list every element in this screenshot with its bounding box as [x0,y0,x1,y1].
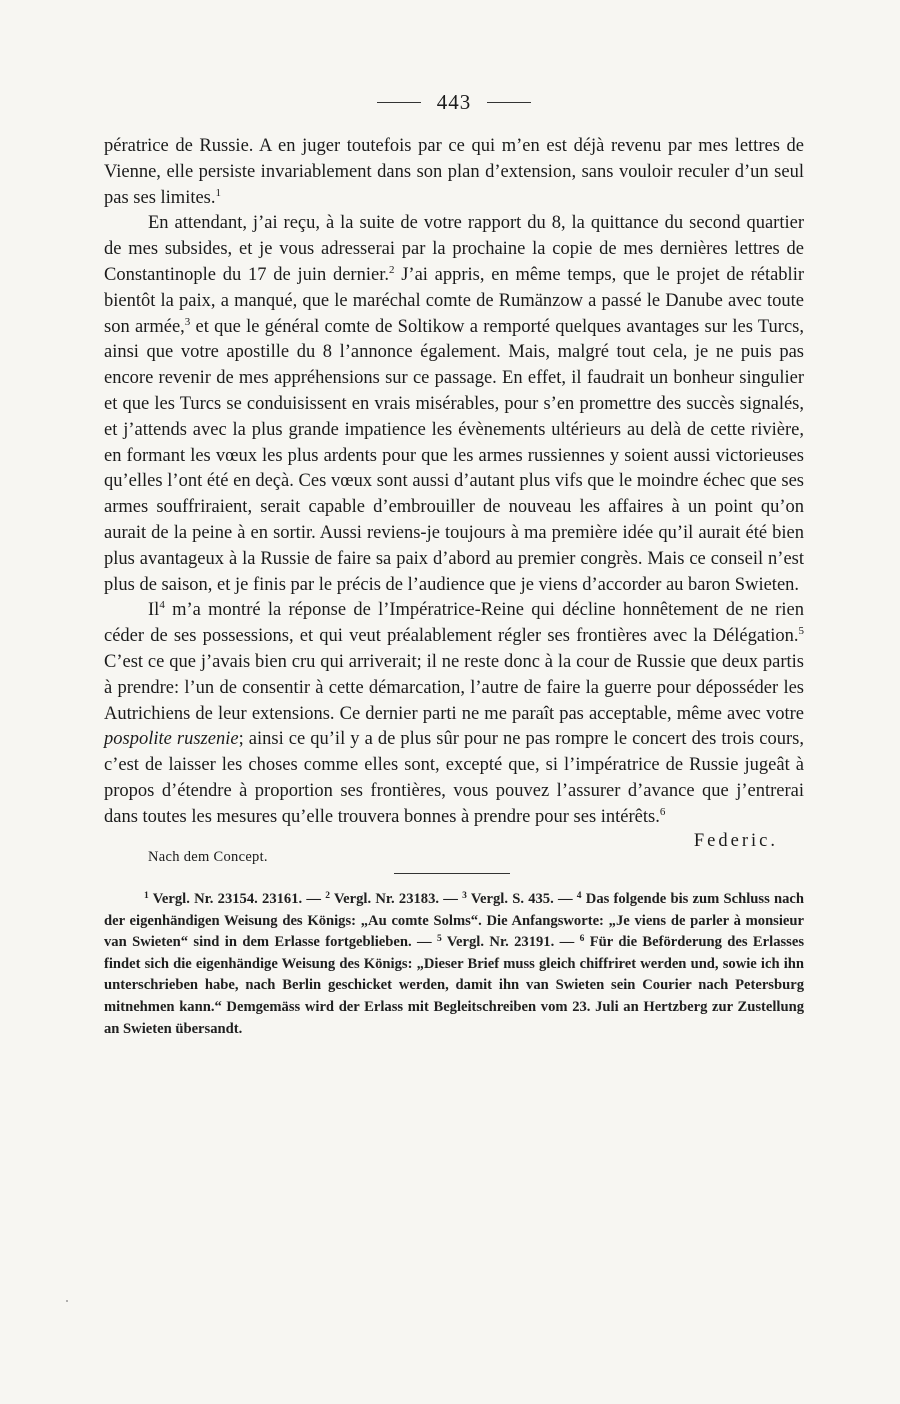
footnotes [104,889,804,1040]
paragraph-1 [104,134,804,211]
margin-speck [66,1300,68,1302]
signature: Federic. [693,830,778,851]
footnote-marker: 2 [388,263,395,276]
text-run: Vergl. Nr. 23191. — [441,934,580,951]
footnote-marker: 3 [462,891,467,901]
footnote-marker: 6 [659,805,666,818]
paragraph-3 [104,598,804,830]
footnote-marker: 2 [325,891,330,901]
header-dash-left [377,102,421,103]
footnote-separator [394,873,510,874]
text-run: Für die Beförderung des Erlasses findet sich die eigenhändige Weisung des Königs: „Dieser Brief muss gleich chiffriret werden und, sowie ich ihn unterschrieben habe, nach Berlin geschicket werden, damit ihn van Swieten sein Courier nach Petersburg mitnehmen kann.“ Demgemäss wird der Erlass mit Begleitschreiben vom 23. Juli an Hertzberg zur Zustellung an Swieten übersandt. [104,934,805,1037]
footnote-text [104,889,804,1040]
footnote-marker: 5 [436,934,442,945]
text-run: ; ainsi ce qu’il y a de plus sûr pour ne pas rompre le concert des trois cours, c’est de laisser les choses comme elles sont, excepté que, si l’impératrice de Russie jugeât à propos d’étendre à proportion ses frontières, vous pouvez l’assurer d’avance que j’entrerai dans toutes les mesures qu’elle trouvera bonnes à prendre pour ses intérêts. [104,729,804,827]
text-run: C’est ce que j’avais bien cru qui arriverait; il ne reste donc à la cour de Russie que deux partis à prendre: l’un de consentir à cette démarcation, l’autre de faire la guerre pour déposséder les Autrichiens de leur extensions. Ce dernier parti ne me paraît pas acceptable, même avec votre [104,651,804,724]
letter-body [104,134,804,865]
text-run: Vergl. S. 435. — [466,891,577,907]
footnote-marker: 1 [144,891,149,901]
text-run: et que le général comte de Soltikow a remporté quelques avantages sur les Turcs, ainsi que votre apostille du 8 l’annonce également. Mais, malgré tout cela, je ne puis pas encore revenir de mes appréhensions sur ce passage. En effet, il faudrait un bonheur singulier et que les Turcs se conduisissent en vrais misérables, pour s’en promettre des succès signalés, et j’attends avec la plus grande impatience les évènements ultérieurs au delà de cette rivière, en formant les vœux les plus ardents pour que les armes russiennes y soient aussi victorieuses qu’elles l’ont été en deçà. Ces vœux sont aussi d’autant plus vifs que le moindre échec que ses armes souffriraient, serait capable d’embrouiller de nouveau les affaires à un point qu’on aurait de la peine à en sortir. Aussi reviens-je toujours à ma première idée qu’il aurait été bien plus avantageux à la Russie de faire sa paix d’abord au premier congrès. Mais ce conseil n’est plus de saison, et je finis par le précis de l’audience que je viens d’accorder au baron Swieten. [104,316,804,595]
footnote-marker: 4 [159,599,165,612]
text-run: Vergl. Nr. 23154. 23161. — [148,891,326,907]
header-dash-right [487,102,531,103]
paragraph-2 [104,211,804,598]
signature-row [104,830,804,865]
text-run: J’ai appris, en même temps, que le projet de rétablir bientôt la paix, a manqué, que le maréchal comte de Rumänzow a passé le Danube avec toute son armée, [104,264,804,337]
page-number: 443 [436,90,472,114]
footnote-marker: 5 [798,625,804,638]
text-run: Das folgende bis zum Schluss nach der eigenhändigen Weisung des Königs: „Au comte Solms“. Die Anfangsworte: „Je viens de parler à monsieur van Swieten“ sind in dem Erlasse fortgeblieben. — [104,891,805,951]
italic-term: pospolite ruszenie [104,729,239,750]
source-note: Nach dem Concept. [148,848,268,865]
footnote-marker: 4 [576,891,582,901]
text-run: Vergl. Nr. 23183. — [329,891,463,907]
footnote-marker: 3 [184,315,191,328]
footnote-marker: 1 [215,186,222,199]
text-run: En attendant, j’ai reçu, à la suite de votre rapport du 8, la quittance du second quartier de mes subsides, et je vous adresserai par la prochaine la copie de mes dernières lettres de Constantinople du 17 de juin dernier. [104,213,804,285]
text-run: m’a montré la réponse de l’Impératrice-Reine qui décline honnêtement de ne rien céder de ses possessions, et qui veut préalablement régler ses frontières avec la Délégation. [104,600,804,647]
page-header [104,90,804,118]
text-run: pératrice de Russie. A en juger toutefois par ce qui m’en est déjà revenu par mes lettres de Vienne, elle persiste invariablement dans son plan d’extension, sans vouloir reculer d’un seul pas ses limites. [104,136,804,208]
text-run: Il [148,600,160,621]
footnote-marker: 6 [579,934,585,945]
